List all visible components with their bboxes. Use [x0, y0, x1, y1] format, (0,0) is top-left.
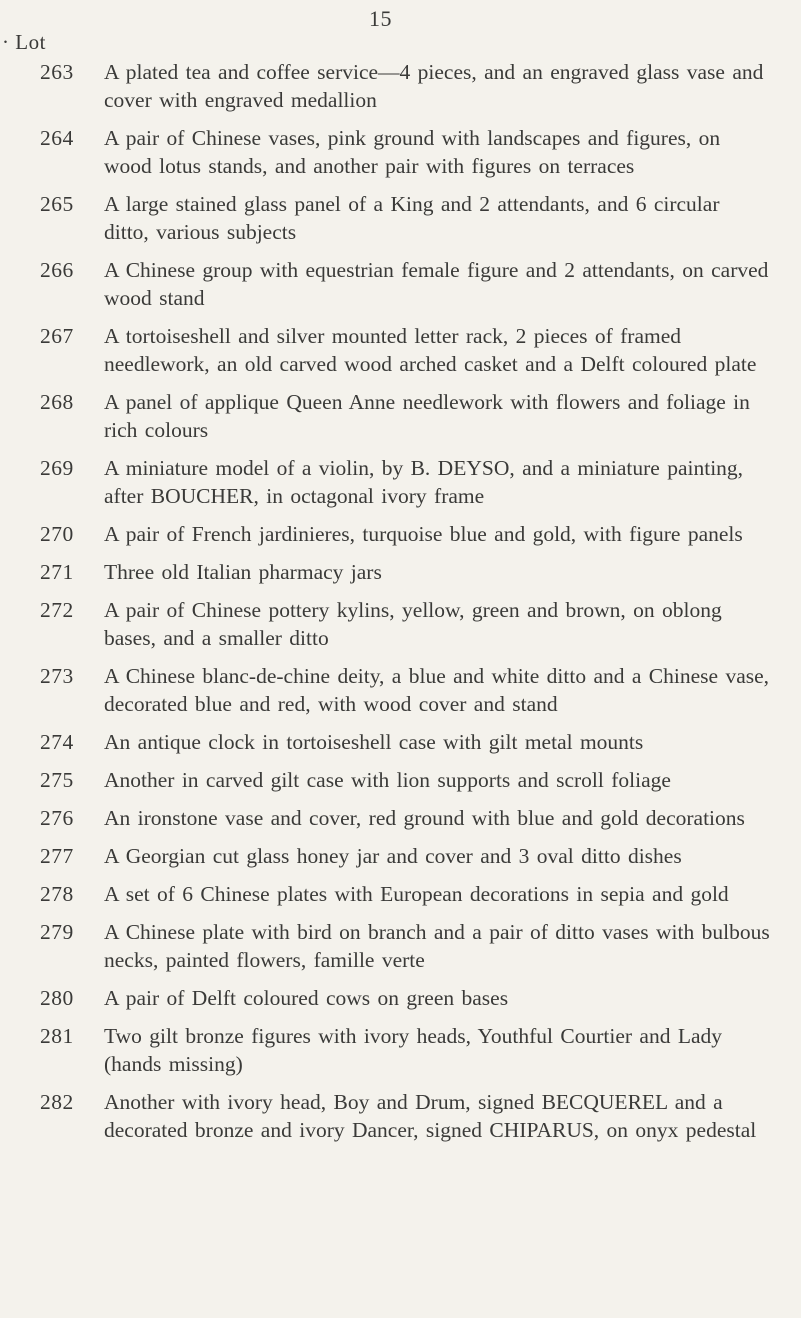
lot-description: An ironstone vase and cover, red ground with blue and gold decorations	[104, 806, 745, 830]
lot-number: 275	[40, 768, 74, 792]
lot-number: 277	[40, 844, 74, 868]
lot-description: A tortoiseshell and silver mounted letter rack, 2 pieces of framed needlework, an old carved wood arched casket and a Delft coloured plate	[104, 324, 757, 376]
lot-entry	[0, 454, 801, 510]
lot-number: 274	[40, 730, 74, 754]
lot-description: A miniature model of a violin, by B. DEYSO, and a miniature painting, after BOUCHER, in octagonal ivory frame	[104, 456, 744, 508]
lot-description: A set of 6 Chinese plates with European decorations in sepia and gold	[104, 882, 729, 906]
lot-number: 265	[40, 192, 74, 216]
lot-number: 271	[40, 560, 74, 584]
lot-entry	[0, 984, 801, 1012]
lot-description: A Chinese plate with bird on branch and a pair of ditto vases with bulbous necks, painted flowers, famille verte	[104, 920, 770, 972]
lot-description: A plated tea and coffee service—4 pieces, and an engraved glass vase and cover with engraved medallion	[104, 60, 764, 112]
lot-number: 273	[40, 664, 74, 688]
lot-description: A pair of Delft coloured cows on green bases	[104, 986, 509, 1010]
lot-description: A Chinese group with equestrian female figure and 2 attendants, on carved wood stand	[104, 258, 769, 310]
lot-entry	[0, 880, 801, 908]
lot-description: A large stained glass panel of a King and 2 attendants, and 6 circular ditto, various subjects	[104, 192, 720, 244]
lot-number: 264	[40, 126, 74, 150]
lot-entry	[0, 190, 801, 246]
lot-description: Two gilt bronze figures with ivory heads, Youthful Courtier and Lady (hands missing)	[104, 1024, 723, 1076]
lot-entry	[0, 1088, 801, 1144]
lot-description: A pair of Chinese vases, pink ground with landscapes and figures, on wood lotus stands, and another pair with figures on terraces	[104, 126, 721, 178]
lot-number: 263	[40, 60, 74, 84]
page-number: 15	[369, 6, 392, 31]
lot-column-heading: · Lot	[2, 30, 46, 54]
lot-number: 282	[40, 1090, 74, 1114]
lot-number: 267	[40, 324, 74, 348]
lot-entry	[0, 662, 801, 718]
lot-description: A panel of applique Queen Anne needlework with flowers and foliage in rich colours	[104, 390, 750, 442]
lot-entry	[0, 124, 801, 180]
lot-number: 266	[40, 258, 74, 282]
lot-description: A Georgian cut glass honey jar and cover and 3 oval ditto dishes	[104, 844, 682, 868]
lot-number: 280	[40, 986, 74, 1010]
lot-entry	[0, 520, 801, 548]
lot-number: 272	[40, 598, 74, 622]
lot-number: 276	[40, 806, 74, 830]
lot-entry	[0, 322, 801, 378]
lot-entry	[0, 728, 801, 756]
lot-entry	[0, 766, 801, 794]
lot-number: 279	[40, 920, 74, 944]
lot-entry	[0, 388, 801, 444]
lot-entry	[0, 1022, 801, 1078]
lot-description: An antique clock in tortoiseshell case with gilt metal mounts	[104, 730, 644, 754]
lot-entry	[0, 558, 801, 586]
lot-number: 269	[40, 456, 74, 480]
lot-description: A pair of French jardinieres, turquoise blue and gold, with figure panels	[104, 522, 743, 546]
lot-description: Three old Italian pharmacy jars	[104, 560, 382, 584]
lot-number: 268	[40, 390, 74, 414]
lot-number: 270	[40, 522, 74, 546]
lot-description: Another with ivory head, Boy and Drum, signed BECQUEREL and a decorated bronze and ivory Dancer, signed CHIPARUS, on onyx pedestal	[104, 1090, 757, 1142]
lot-description: A Chinese blanc-de-chine deity, a blue and white ditto and a Chinese vase, decorated blue and red, with wood cover and stand	[104, 664, 770, 716]
lot-entry	[0, 804, 801, 832]
lot-list	[0, 58, 801, 1154]
lot-entry	[0, 256, 801, 312]
lot-entry	[0, 58, 801, 114]
lot-entry	[0, 842, 801, 870]
lot-entry	[0, 918, 801, 974]
lot-description: Another in carved gilt case with lion supports and scroll foliage	[104, 768, 671, 792]
lot-number: 281	[40, 1024, 74, 1048]
lot-description: A pair of Chinese pottery kylins, yellow, green and brown, on oblong bases, and a smaller ditto	[104, 598, 722, 650]
lot-entry	[0, 596, 801, 652]
lot-number: 278	[40, 882, 74, 906]
